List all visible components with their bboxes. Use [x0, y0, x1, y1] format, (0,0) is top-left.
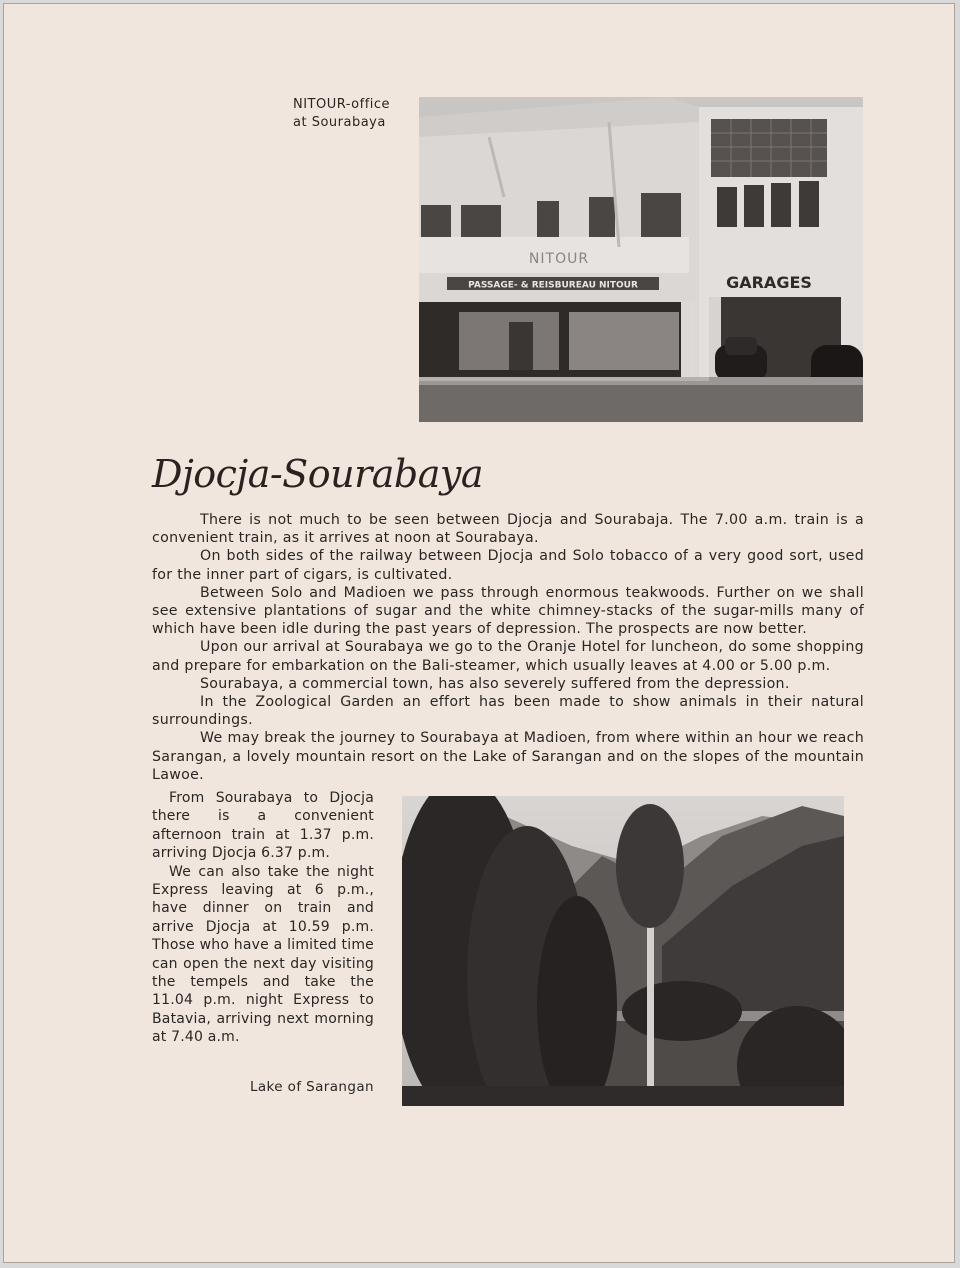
side-paragraph: From Sourabaya to Djocja there is a convenient afternoon train at 1.37 p.m. arriving Djocja 6.37 p.m. [152, 790, 374, 862]
caption-line-1: NITOUR-office [293, 97, 391, 112]
top-photo-caption [293, 96, 413, 132]
paragraph: There is not much to be seen between Djocja and Sourabaja. The 7.00 a.m. train is a convenient train, as it arrives at noon at Sourabaya. [152, 512, 864, 547]
side-text [152, 789, 374, 1047]
lake-sarangan-photo [402, 796, 844, 1106]
paragraph: On both sides of the railway between Djocja and Solo tobacco of a very good sort, used for the inner part of cigars, is cultivated. [152, 548, 864, 583]
paragraph: Upon our arrival at Sourabaya we go to the Oranje Hotel for luncheon, do some shopping and prepare for embarkation on the Bali-steamer, which usually leaves at 4.00 or 5.00 p.m. [152, 639, 864, 674]
garages-sign: GARAGES [726, 273, 812, 292]
caption-line-2: at Sourabaya [293, 115, 386, 130]
lake-photo-caption: Lake of Sarangan [249, 1079, 374, 1095]
paragraph: Sourabaya, a commercial town, has also severely suffered from the depression. [200, 675, 790, 692]
main-text [152, 511, 864, 784]
nitour-office-photo [419, 97, 863, 422]
nitour-sign: NITOUR [528, 251, 590, 267]
page-title: Djocja-Sourabaya [152, 452, 483, 496]
passage-banner: PASSAGE- & REISBUREAU NITOUR [468, 280, 638, 291]
paragraph: In the Zoological Garden an effort has been made to show animals in their natural surroundings. [152, 694, 864, 729]
paragraph: Between Solo and Madioen we pass through enormous teakwoods. Further on we shall see extensive plantations of sugar and the white chimney-stacks of the sugar-mills many of which have been idle during the past years of depression. The prospects are now better. [152, 584, 864, 638]
paragraph: We may break the journey to Sourabaya at Madioen, from where within an hour we reach Sarangan, a lovely mountain resort on the Lake of Sarangan and on the slopes of the mountain Lawoe. [152, 730, 864, 783]
side-paragraph: We can also take the night Express leaving at 6 p.m., have dinner on train and arrive Djocja at 10.59 p.m. Those who have a limited time can open the next day visiting the tempels and take the 11.04 p.m. night Express to Batavia, arriving next morning at 7.40 a.m. [152, 863, 374, 1046]
page [3, 3, 955, 1263]
